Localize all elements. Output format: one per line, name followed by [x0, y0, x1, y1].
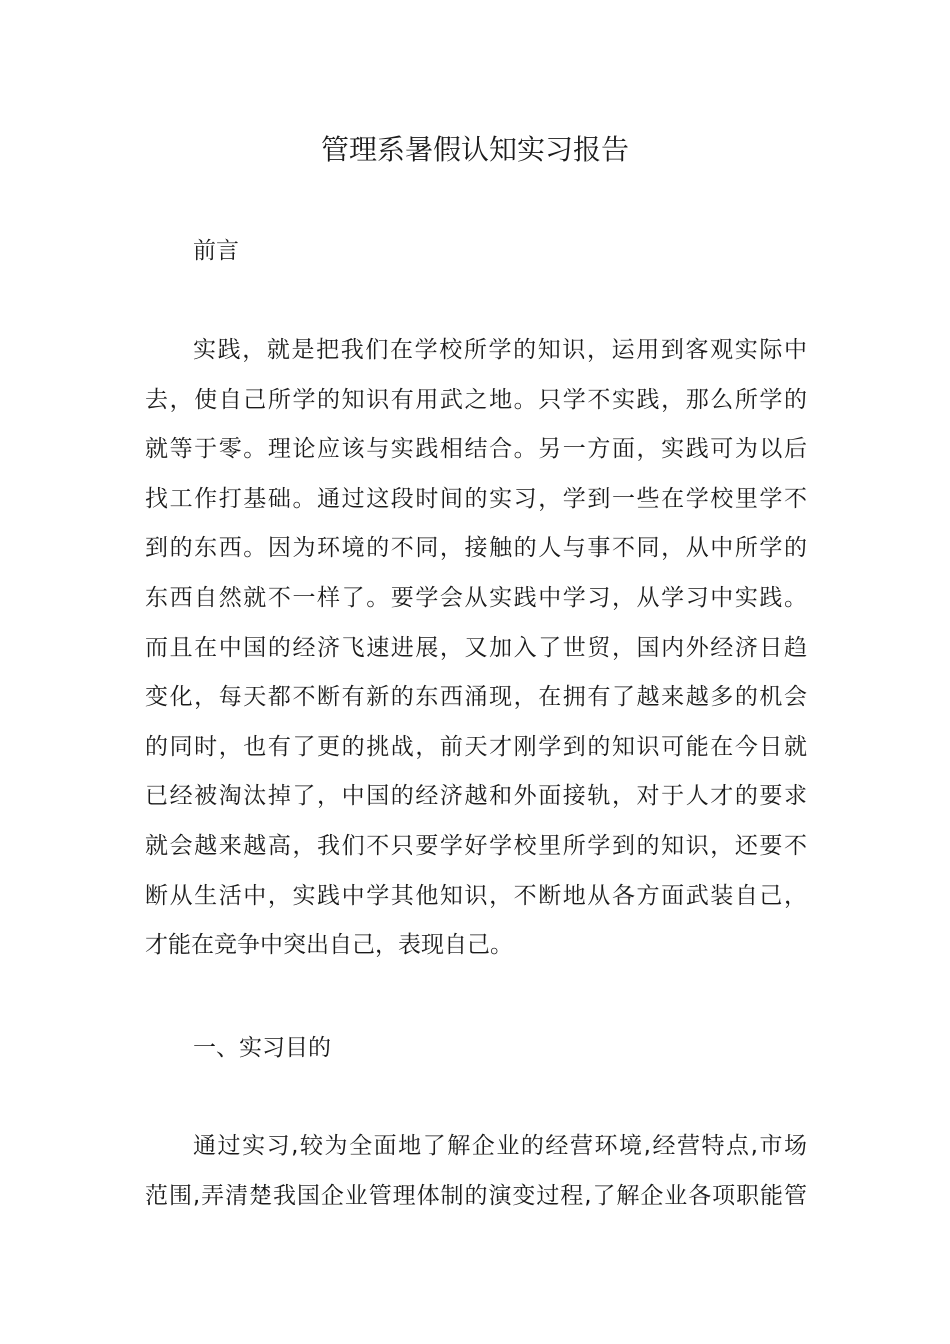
paragraph-line: 断从生活中，实践中学其他知识，不断地从各方面武装自己， [145, 882, 807, 909]
paragraph-line: 才能在竞争中突出自己，表现自己。 [145, 932, 513, 959]
paragraph-line: 已经被淘汰掉了，中国的经济越和外面接轨，对于人才的要求 [145, 783, 807, 810]
paragraph-line: 通过实习,较为全面地了解企业的经营环境,经营特点,市场 [193, 1133, 807, 1159]
paragraph-line: 就等于零。理论应该与实践相结合。另一方面，实践可为以后 [145, 436, 807, 463]
paragraph-line: 的同时，也有了更的挑战，前天才刚学到的知识可能在今日就 [145, 733, 807, 760]
paragraph-line: 找工作打基础。通过这段时间的实习，学到一些在学校里学不 [145, 485, 807, 512]
paragraph-line: 去，使自己所学的知识有用武之地。只学不实践，那么所学的 [145, 386, 807, 413]
paragraph-line: 变化，每天都不断有新的东西涌现，在拥有了越来越多的机会 [145, 684, 807, 711]
paragraph-line: 到的东西。因为环境的不同，接触的人与事不同，从中所学的 [145, 535, 807, 562]
paragraph-line: 东西自然就不一样了。要学会从实践中学习，从学习中实践。 [145, 584, 807, 611]
paragraph-line: 实践，就是把我们在学校所学的知识，运用到客观实际中 [193, 337, 807, 363]
paragraph-line: 范围,弄清楚我国企业管理体制的演变过程,了解企业各项职能管 [145, 1182, 807, 1209]
paragraph-line: 就会越来越高，我们不只要学好学校里所学到的知识，还要不 [145, 832, 807, 859]
document-title: 管理系暑假认知实习报告 [320, 133, 629, 166]
preface-heading: 前言 [193, 238, 239, 264]
paragraph-line: 而且在中国的经济飞速进展，又加入了世贸，国内外经济日趋 [145, 634, 807, 661]
section-paragraph [145, 1122, 807, 1221]
preface-paragraph [145, 326, 807, 971]
section-heading: 一、实习目的 [193, 1035, 331, 1061]
